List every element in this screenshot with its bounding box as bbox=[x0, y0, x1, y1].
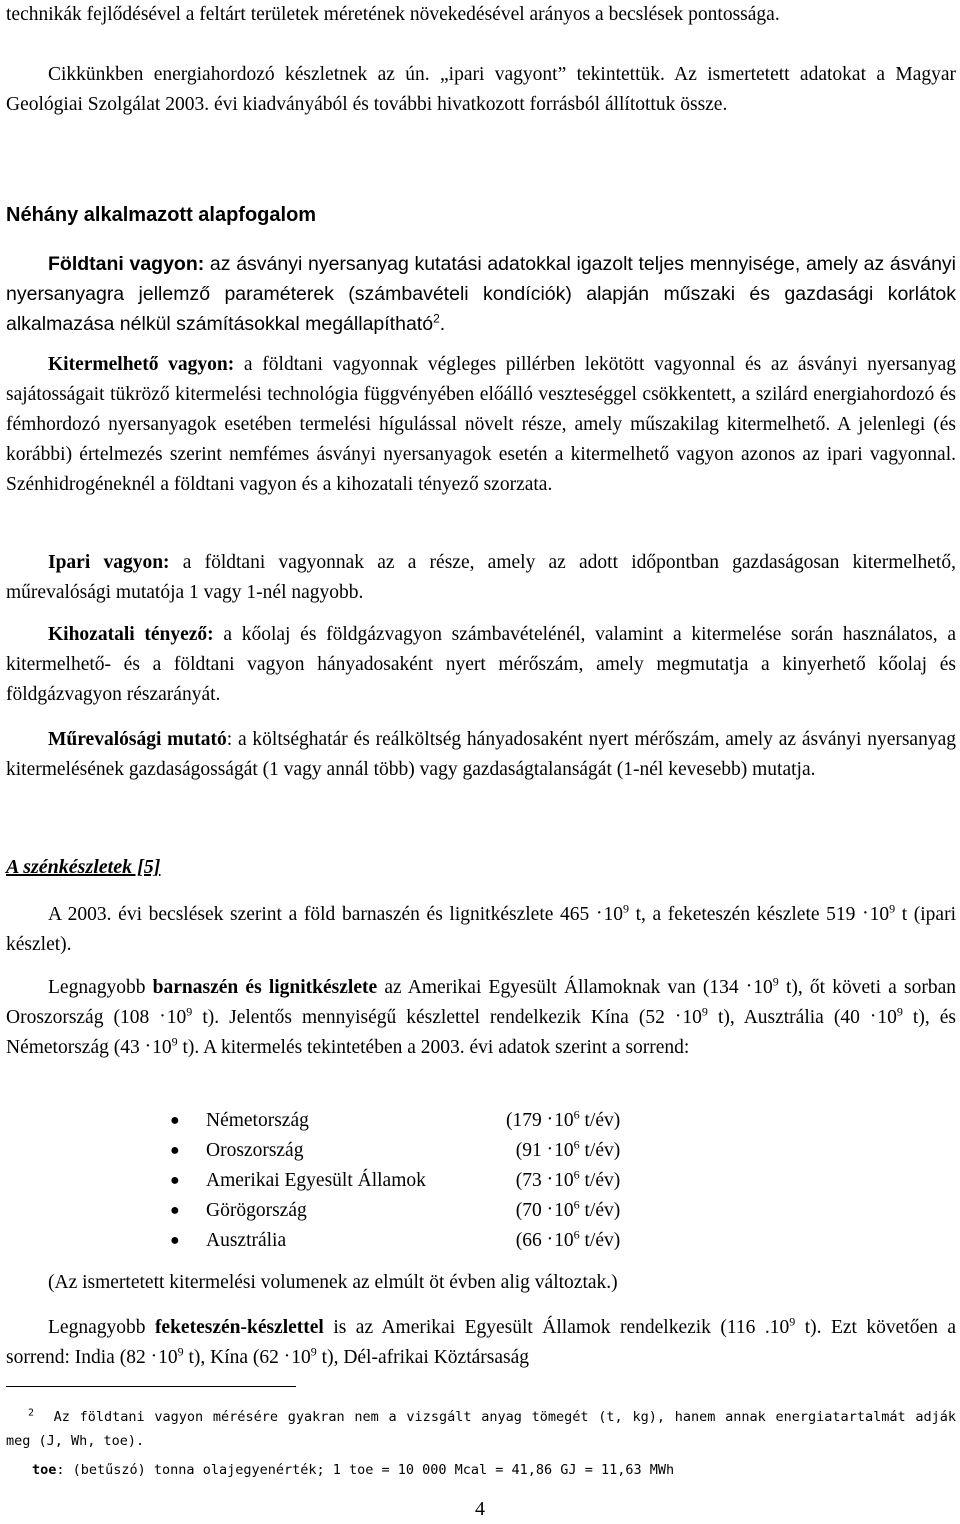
definition-kihozatali-tenyezo bbox=[6, 620, 956, 710]
production-ranking-list bbox=[170, 1106, 666, 1256]
amount-value: (73 bbox=[515, 1170, 547, 1191]
amount-value: (70 bbox=[515, 1200, 547, 1221]
power-exponent: 9 bbox=[889, 901, 896, 916]
power-base: 10 bbox=[554, 1230, 574, 1251]
coal-section-title: A szénkészletek [5] bbox=[6, 856, 161, 878]
text-run: t). Ezt követően a sorrend: India (82 bbox=[6, 1317, 956, 1368]
definition-foldtani-vagyon bbox=[6, 249, 956, 339]
text-run: t), őt követi a sorban Oroszország (108 bbox=[6, 977, 957, 1028]
power-base: 10 bbox=[166, 1007, 187, 1028]
term-kihozatali-tenyezo: Kihozatali tényező: bbox=[48, 624, 214, 645]
power-exponent: 9 bbox=[622, 901, 629, 916]
multiplication-dot: · bbox=[546, 1109, 554, 1130]
bullet-icon: ● bbox=[170, 1202, 180, 1219]
power-base: 10 bbox=[291, 1347, 311, 1368]
bullet-icon: ● bbox=[170, 1112, 180, 1129]
definition-kitermelheto-vagyon bbox=[6, 350, 956, 500]
power-exponent: 9 bbox=[701, 1004, 708, 1019]
text-run: t), Dél-afrikai Köztársaság bbox=[316, 1347, 530, 1368]
page-number: 4 bbox=[475, 1498, 485, 1520]
power-base: 10 bbox=[554, 1200, 574, 1221]
coal-estimates-paragraph bbox=[6, 900, 956, 960]
footnote-ref-2[interactable]: 2 bbox=[433, 311, 440, 326]
power-base: 10 bbox=[158, 1347, 178, 1368]
production-note bbox=[6, 1268, 956, 1298]
text-run: Legnagyobb bbox=[48, 1317, 155, 1338]
country-name: Oroszország bbox=[206, 1140, 304, 1161]
footnote-separator bbox=[6, 1386, 296, 1387]
production-amount bbox=[506, 1226, 666, 1256]
multiplication-dot: · bbox=[546, 1229, 554, 1250]
list-item bbox=[170, 1226, 666, 1256]
text-run: t), Kína (62 bbox=[183, 1347, 284, 1368]
power-exponent: 9 bbox=[896, 1004, 903, 1019]
concepts-heading: Néhány alkalmazott alapfogalom bbox=[6, 204, 317, 226]
emphasis-hard-coal: feketeszén-készlettel bbox=[154, 1317, 324, 1338]
country-name: Németország bbox=[206, 1110, 309, 1131]
power-exponent: 6 bbox=[573, 1197, 580, 1212]
power-exponent: 9 bbox=[171, 1034, 178, 1049]
multiplication-dot: · bbox=[674, 1006, 682, 1027]
list-item bbox=[170, 1136, 666, 1166]
multiplication-dot: · bbox=[159, 1006, 166, 1027]
country-name: Ausztrália bbox=[206, 1230, 287, 1251]
multiplication-dot: · bbox=[862, 903, 869, 924]
text-run: t, a feketeszén készlete 519 bbox=[628, 904, 863, 925]
text-run: A 2003. évi becslések szerint a föld barnaszén és lignitkészlete 465 bbox=[48, 904, 596, 925]
power-exponent: 6 bbox=[573, 1167, 580, 1182]
term-ipari-vagyon: Ipari vagyon: bbox=[48, 552, 170, 573]
multiplication-dot: · bbox=[546, 1139, 554, 1160]
definition-text: a kőolaj és földgázvagyon számbavételénél, valamint a kitermelése során használatos, a kitermelhető- és a földtani vagyon hányadosaként nyert mérőszám, amely megmutatja a kinyerhető kőolaj és földgázvagyon részarányát. bbox=[6, 624, 956, 705]
list-item bbox=[170, 1166, 666, 1196]
power-exponent: 9 bbox=[789, 1314, 796, 1329]
multiplication-dot: · bbox=[869, 1006, 877, 1027]
country-name: Görögország bbox=[206, 1200, 307, 1221]
footnote-text: Az földtani vagyon mérésére gyakran nem a vizsgált anyag tömegét (t, kg), hanem annak energiatartalmát adják meg (J, Wh, toe). bbox=[6, 1409, 956, 1449]
intro-text-2: Cikkünkben energiahordozó készletnek az ún. „ipari vagyont” tekintettük. Az ismertetett adatokat a Magyar Geológiai Szolgálat 2003. évi kiadványából és további hivatkozott forrásból állítottuk össze. bbox=[6, 64, 956, 115]
multiplication-dot: · bbox=[150, 1346, 158, 1367]
power-base: 10 bbox=[152, 1037, 172, 1058]
multiplication-dot: · bbox=[745, 976, 753, 997]
toe-definition: : (betűszó) tonna olajegyenérték; 1 toe = 10 000 Mcal = 41,86 GJ = 11,63 MWh bbox=[56, 1462, 675, 1478]
note-text: (Az ismertetett kitermelési volumenek az elmúlt öt évben alig változtak.) bbox=[48, 1272, 618, 1293]
power-base: 10 bbox=[554, 1140, 574, 1161]
country-name: Amerikai Egyesült Államok bbox=[206, 1170, 426, 1191]
definition-text: a földtani vagyonnak az a része, amely az adott időpontban gazdaságosan kitermelhető, műrevalósági mutatója 1 vagy 1-nél nagyobb. bbox=[6, 552, 956, 603]
amount-value: (66 bbox=[515, 1230, 547, 1251]
intro-text-1: technikák fejlődésével a feltárt területek méretének növekedésével arányos a becslések pontossága. bbox=[6, 4, 780, 25]
power-exponent: 6 bbox=[573, 1137, 580, 1152]
power-base: 10 bbox=[753, 977, 773, 998]
term-murevalosagi-mutato: Műrevalósági mutató bbox=[48, 729, 227, 750]
definition-murevalosagi-mutato bbox=[6, 725, 956, 785]
emphasis-lignite: barnaszén és lignitkészlete bbox=[152, 977, 378, 998]
footnote-toe bbox=[6, 1458, 956, 1482]
bullet-icon: ● bbox=[170, 1232, 180, 1249]
text-run: t (ipari készlet). bbox=[6, 904, 956, 955]
text-run: t). Jelentős mennyiségű készlettel rendelkezik Kína (52 bbox=[192, 1007, 675, 1028]
power-base: 10 bbox=[869, 904, 890, 925]
amount-unit: t/év) bbox=[579, 1200, 621, 1221]
text-run: t), és Németország (43 bbox=[6, 1007, 956, 1058]
production-amount bbox=[506, 1106, 666, 1136]
multiplication-dot: · bbox=[144, 1036, 152, 1057]
bullet-icon: ● bbox=[170, 1172, 180, 1189]
power-base: 10 bbox=[554, 1170, 574, 1191]
hard-coal-paragraph bbox=[6, 1313, 956, 1373]
lignite-reserves-paragraph bbox=[6, 973, 956, 1063]
term-kitermelheto-vagyon: Kitermelhető vagyon: bbox=[48, 354, 235, 375]
power-exponent: 9 bbox=[310, 1344, 317, 1359]
text-run: az Amerikai Egyesült Államoknak van (134 bbox=[377, 977, 746, 998]
amount-value: (179 bbox=[506, 1110, 547, 1131]
amount-unit: t/év) bbox=[579, 1170, 621, 1191]
list-item bbox=[170, 1106, 666, 1136]
power-base: 10 bbox=[554, 1110, 574, 1131]
text-run: is az Amerikai Egyesült Államok rendelkezik (116 .10 bbox=[323, 1317, 790, 1338]
text-run: t). A kitermelés tekintetében a 2003. évi adatok szerint a sorrend: bbox=[177, 1037, 690, 1058]
definition-text: : a költséghatár és reálköltség hányadosaként nyert mérőszám, amely az ásványi nyersanyag kitermelésének gazdaságosságát (1 vagy annál több) vagy gazdaságtalanságát (1-nél kevesebb) mutatja. bbox=[6, 729, 956, 780]
multiplication-dot: · bbox=[546, 1169, 554, 1190]
list-item bbox=[170, 1196, 666, 1226]
power-exponent: 6 bbox=[573, 1107, 580, 1122]
bullet-icon: ● bbox=[170, 1142, 180, 1159]
toe-term: toe bbox=[32, 1462, 57, 1478]
power-exponent: 6 bbox=[573, 1227, 580, 1242]
multiplication-dot: · bbox=[283, 1346, 291, 1367]
power-exponent: 9 bbox=[772, 974, 779, 989]
definition-end: . bbox=[439, 313, 446, 335]
intro-paragraph bbox=[6, 60, 956, 120]
production-amount bbox=[506, 1136, 666, 1166]
power-exponent: 9 bbox=[186, 1004, 193, 1019]
intro-paragraph-continued bbox=[6, 0, 956, 30]
footnote-number: 2 bbox=[28, 1407, 35, 1419]
amount-unit: t/év) bbox=[579, 1110, 621, 1131]
power-base: 10 bbox=[877, 1007, 897, 1028]
term-foldtani-vagyon: Földtani vagyon: bbox=[48, 253, 205, 275]
power-base: 10 bbox=[682, 1007, 702, 1028]
production-amount bbox=[506, 1166, 666, 1196]
text-run: t), Ausztrália (40 bbox=[707, 1007, 870, 1028]
multiplication-dot: · bbox=[595, 903, 603, 924]
power-exponent: 9 bbox=[177, 1344, 184, 1359]
definition-text: az ásványi nyersanyag kutatási adatokkal igazolt teljes mennyisége, amely az ásványi nyersanyagra jellemző paraméterek (számbavételi kondíciók) alapján műszaki és gazdasági korlátok alkalmazása nélkül számításokkal megállapítható bbox=[6, 253, 957, 335]
definition-ipari-vagyon bbox=[6, 548, 956, 608]
text-run: Legnagyobb bbox=[48, 977, 153, 998]
footnote-2 bbox=[6, 1405, 956, 1453]
power-base: 10 bbox=[603, 904, 623, 925]
production-amount bbox=[506, 1196, 666, 1226]
amount-unit: t/év) bbox=[579, 1140, 621, 1161]
definition-text: a földtani vagyonnak végleges pillérben lekötött vagyonnal és az ásványi nyersanyag sajátosságait tükröző kitermelési technológia függvényében előálló veszteséggel csökkentett, a szilárd energiahordozó és fémhordozó nyersanyagok esetében termelési hígulással növelt része, amely műszakilag kitermelhető. A jelenlegi (és korábbi) értelmezés szerint nemfémes ásványi nyersanyagok esetén a kitermelhető vagyon azonos az ipari vagyonnal. Szénhidrogéneknél a földtani vagyon és a kihozatali tényező szorzata. bbox=[6, 354, 956, 495]
amount-unit: t/év) bbox=[579, 1230, 621, 1251]
multiplication-dot: · bbox=[546, 1199, 554, 1220]
amount-value: (91 bbox=[515, 1140, 547, 1161]
